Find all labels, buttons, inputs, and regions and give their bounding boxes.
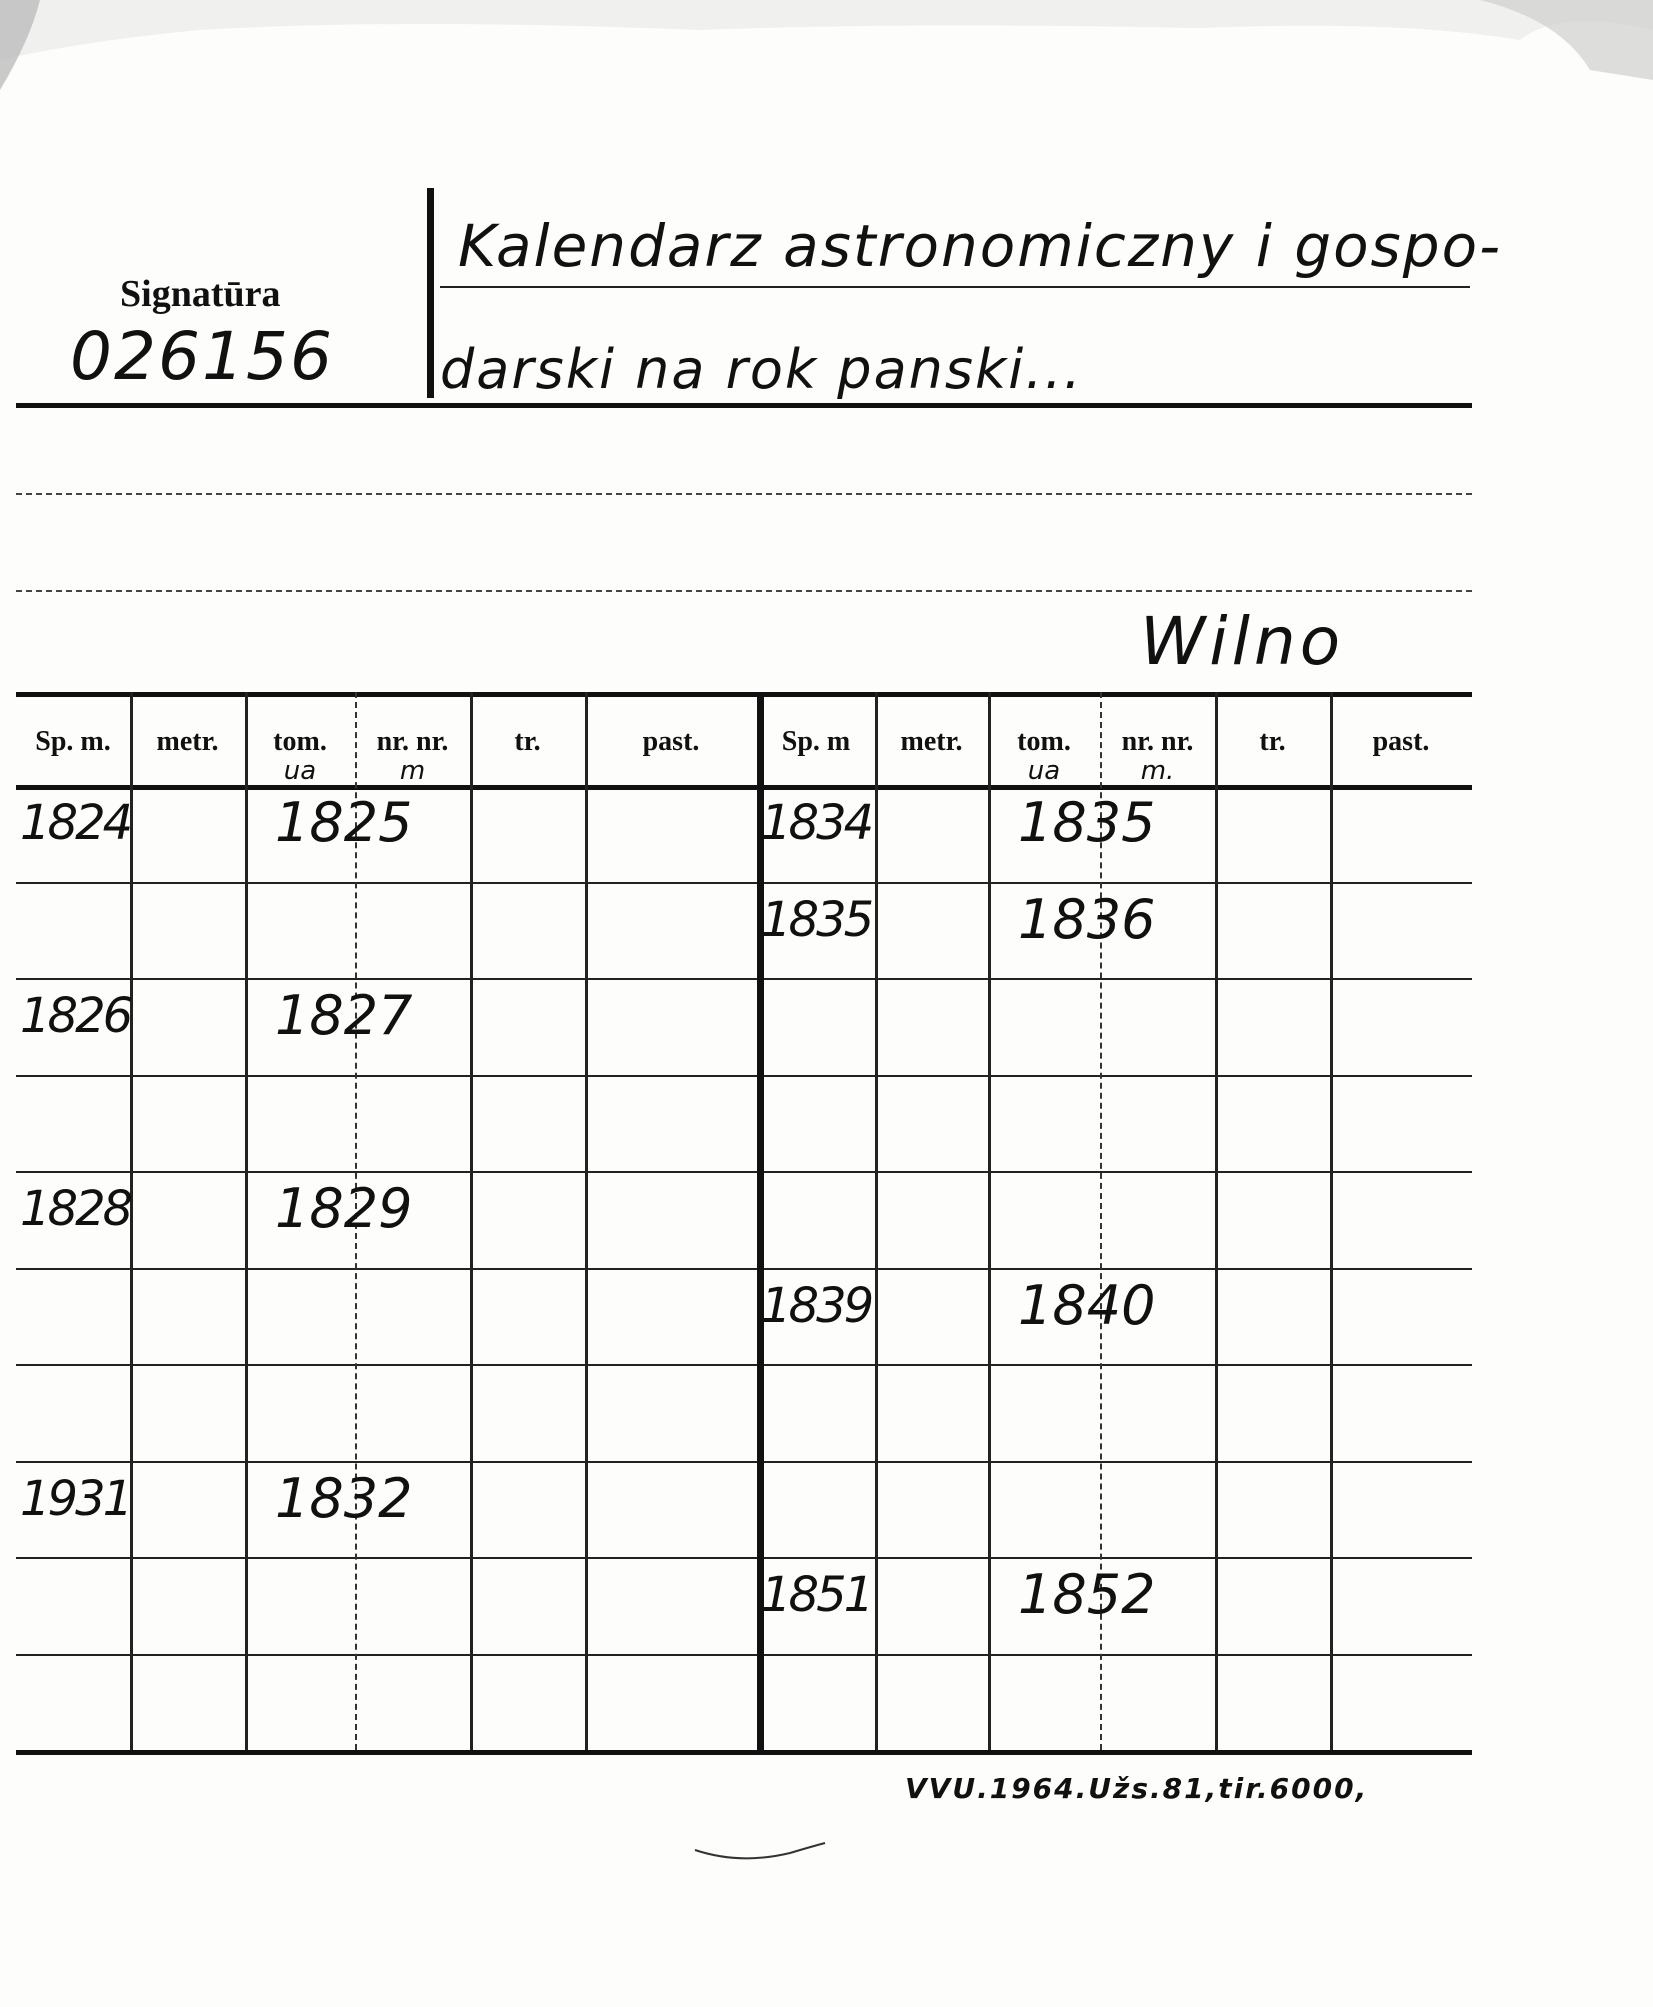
header-label: tr. xyxy=(514,726,541,757)
title-underline-1 xyxy=(440,286,1470,288)
tom-value-left: 1825 xyxy=(275,791,413,854)
table-header-right-1 xyxy=(875,722,988,782)
header-divider xyxy=(427,188,434,398)
table-top-rule xyxy=(16,692,1472,697)
table-column-rule xyxy=(585,692,588,1750)
header-label: past. xyxy=(642,726,700,757)
table-header-right-5 xyxy=(1330,722,1472,782)
header-bottom-rule xyxy=(16,403,1472,408)
table-column-rule xyxy=(470,692,473,1750)
table-column-rule xyxy=(130,692,133,1750)
sp-m-value-left: 1931 xyxy=(20,1470,131,1527)
table-header-right-4 xyxy=(1215,722,1330,782)
blank-line-2 xyxy=(16,590,1472,592)
signature-label: Signatūra xyxy=(120,273,281,315)
sp-m-value-right: 1851 xyxy=(761,1567,872,1623)
header-label: tom. xyxy=(273,726,327,757)
header-label: Sp. m xyxy=(781,726,851,757)
tom-value-left: 1829 xyxy=(275,1177,413,1240)
table-header-left-3 xyxy=(355,722,470,786)
table-column-rule xyxy=(245,692,248,1750)
header-sublabel: ua xyxy=(283,756,317,786)
tom-value-right: 1836 xyxy=(1018,887,1156,951)
table-row-rule xyxy=(16,1268,1472,1270)
table-row-rule xyxy=(16,978,1472,980)
sp-m-value-left: 1828 xyxy=(20,1181,131,1237)
table-header-left-1 xyxy=(130,722,245,782)
table-row-rule xyxy=(16,1654,1472,1656)
header-sublabel: m xyxy=(399,756,426,786)
header-label: past. xyxy=(1372,726,1430,757)
sp-m-value-right: 1839 xyxy=(761,1277,872,1334)
blank-line-1 xyxy=(16,493,1472,495)
header-label: metr. xyxy=(900,726,963,757)
table-row-rule xyxy=(16,1171,1472,1173)
header-sublabel: m. xyxy=(1140,756,1175,786)
table-header-right-2 xyxy=(988,722,1100,786)
table-header-rule xyxy=(16,785,1472,790)
table-row-rule xyxy=(16,1557,1472,1559)
table-column-rule xyxy=(875,692,878,1750)
signature-number: 026156 xyxy=(70,318,334,395)
header-label: tom. xyxy=(1017,726,1071,757)
scan-mark xyxy=(690,1835,830,1875)
header-sublabel: ua xyxy=(1027,756,1061,786)
table-header-right-3 xyxy=(1100,722,1215,786)
table-row-rule xyxy=(16,882,1472,884)
scan-edge-noise xyxy=(0,0,1653,90)
table-column-rule xyxy=(1215,692,1218,1750)
header-label: metr. xyxy=(156,726,219,757)
tom-value-right: 1840 xyxy=(1018,1273,1156,1337)
tom-value-left: 1827 xyxy=(275,984,413,1047)
tom-value-left: 1832 xyxy=(275,1466,413,1530)
title-line-1: Kalendarz astronomiczny i gospo- xyxy=(458,212,1502,280)
header-label: tr. xyxy=(1259,726,1286,757)
table-row-rule xyxy=(16,1364,1472,1366)
table-header-left-4 xyxy=(470,722,585,782)
table-header-right-0 xyxy=(757,722,875,782)
table-header-left-2 xyxy=(245,722,355,786)
sp-m-value-left: 1826 xyxy=(20,988,131,1044)
sp-m-value-right: 1834 xyxy=(761,795,872,851)
table-bottom-rule xyxy=(16,1750,1472,1755)
sp-m-value-left: 1824 xyxy=(20,795,131,851)
header-label: Sp. m. xyxy=(35,726,111,757)
tom-value-right: 1835 xyxy=(1018,791,1156,854)
sp-m-value-right: 1835 xyxy=(761,891,872,948)
place-name: Wilno xyxy=(1140,603,1345,680)
table-row-rule xyxy=(16,1461,1472,1463)
table-header-left-0 xyxy=(16,722,130,782)
table-column-rule xyxy=(1330,692,1333,1750)
table-column-rule xyxy=(988,692,991,1750)
table-row-rule xyxy=(16,1075,1472,1077)
header-label: nr. nr. xyxy=(376,726,449,757)
title-line-2: darski na rok panski... xyxy=(440,338,1083,401)
printer-imprint: VVU.1964.Užs.81,tir.6000, xyxy=(905,1772,1369,1805)
header-label: nr. nr. xyxy=(1121,726,1194,757)
tom-value-right: 1852 xyxy=(1018,1563,1156,1626)
table-header-left-5 xyxy=(585,722,757,782)
